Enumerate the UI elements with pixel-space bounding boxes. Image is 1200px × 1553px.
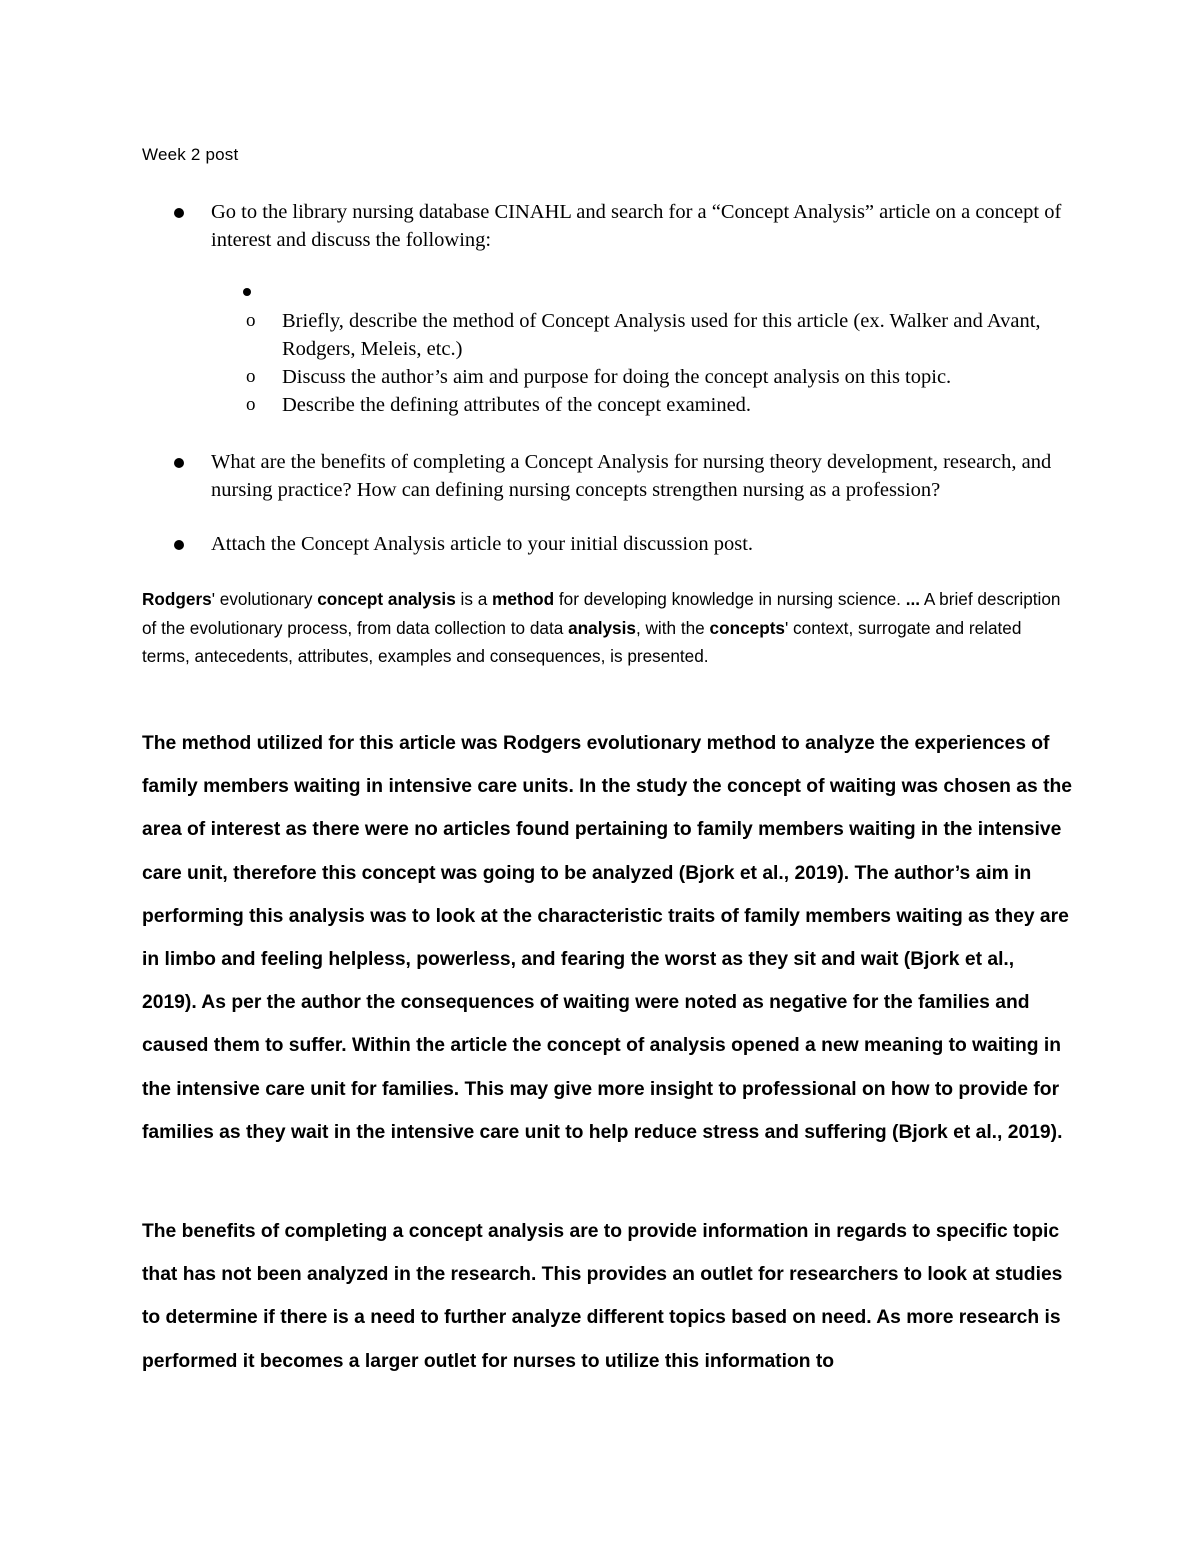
body-paragraph: The benefits of completing a concept analysis are to provide information in regards to specific topic that has not been analyzed in the research. This provides an outlet for researchers to look at studies to determine if there is a need to further analyze different topics based on need. As more research is performed it becomes a larger outlet for nurses to utilize this information to [142, 1221, 1063, 1372]
list-item-text: What are the benefits of completing a Concept Analysis for nursing theory development, research, and nursing practice? How can defining nursing concepts strengthen nursing as a profession? [211, 451, 1052, 501]
list-item-text: Describe the defining attributes of the concept examined. [282, 394, 752, 416]
list-item-text: Briefly, describe the method of Concept Analysis used for this article (ex. Walker and Avant, Rodgers, Meleis, etc.) [282, 310, 1041, 360]
list-item-text: Go to the library nursing database CINAHL and search for a “Concept Analysis” article on a concept of interest and discuss the following: [211, 201, 1062, 251]
search-result-excerpt: Rodgers' evolutionary concept analysis is a method for developing knowledge in nursing science. ... A brief description of the evolutionary process, from data collection to data analysis, with the concepts' context, surrogate and related terms, antecedents, attributes, examples and consequences, is presented. [142, 589, 1061, 666]
sub-bullet-marker: o [246, 310, 256, 331]
sub-bullet-marker: o [246, 366, 256, 387]
bullet-icon [174, 208, 184, 218]
bullet-icon [243, 288, 251, 296]
page-heading: Week 2 post [142, 145, 239, 164]
sub-bullet-marker: o [246, 394, 256, 415]
list-item-text: Attach the Concept Analysis article to your initial discussion post. [211, 533, 754, 555]
list-item-text: Discuss the author’s aim and purpose for doing the concept analysis on this topic. [282, 366, 952, 388]
bullet-icon [174, 458, 184, 468]
bullet-icon [174, 540, 184, 550]
body-paragraph: The method utilized for this article was Rodgers evolutionary method to analyze the experiences of family members waiting in intensive care units. In the study the concept of waiting was chosen as the area of interest as there were no articles found pertaining to family members waiting in the intensive care unit, therefore this concept was going to be analyzed (Bjork et al., 2019). The author’s aim in performing this analysis was to look at the characteristic traits of family members waiting as they are in limbo and feeling helpless, powerless, and fearing the worst as they sit and wait (Bjork et al., 2019). As per the author the consequences of waiting were noted as negative for the families and caused them to suffer. Within the article the concept of analysis opened a new meaning to waiting in the intensive care unit for families. This may give more insight to professional on how to provide for families as they wait in the intensive care unit to help reduce stress and suffering (Bjork et al., 2019). [142, 733, 1073, 1143]
